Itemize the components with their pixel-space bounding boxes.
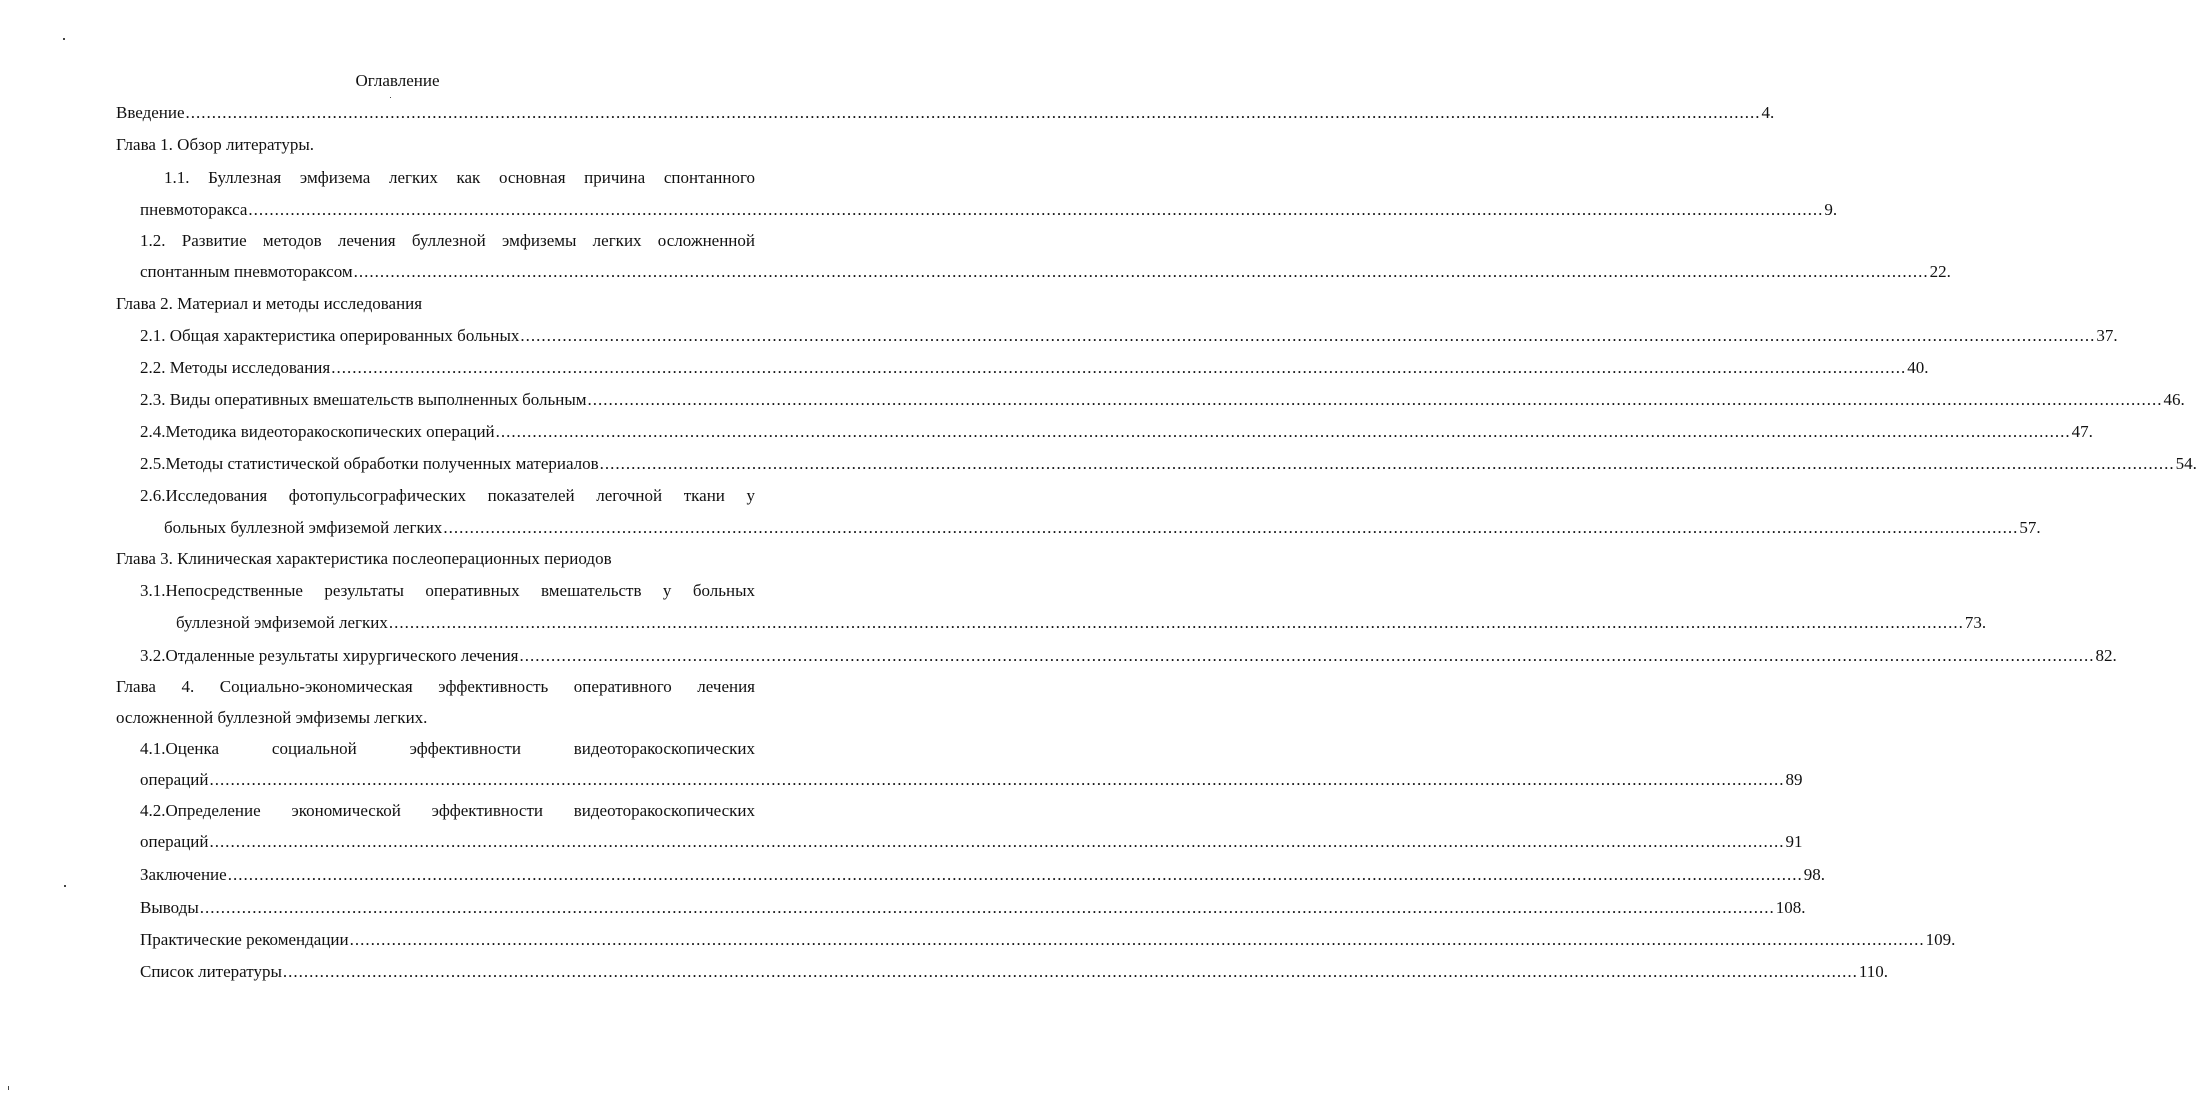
page-number: 37. <box>2096 326 2118 345</box>
toc-entry-1-2[interactable] <box>140 261 1951 283</box>
toc-entry-4-2[interactable] <box>140 831 1803 853</box>
entry-text: 3.2.Отдаленные результаты хирургического лечения <box>140 646 519 665</box>
leader-dots: ............................................................................................................................................................................................................................................................................................................ <box>520 326 2096 345</box>
entry-text: Практические рекомендации <box>140 930 349 949</box>
entry-text: операций <box>140 832 209 851</box>
leader-dots: ............................................................................................................................................................................................................................................................................................................ <box>199 898 1775 917</box>
toc-title: Оглавление <box>355 71 440 90</box>
toc-entry-findings[interactable] <box>140 897 1806 919</box>
entry-text: операций <box>140 770 209 789</box>
page-number: 47. <box>2071 422 2093 441</box>
section-2-6-line1: 2.6.Исследования фотопульсографических показателей легочной ткани у <box>140 486 755 505</box>
entry-text: 2.3. Виды оперативных вмешательств выполненных больным <box>140 390 587 409</box>
page-number: 108. <box>1775 898 1806 917</box>
leader-dots: ............................................................................................................................................................................................................................................................................................................ <box>519 646 2095 665</box>
leader-dots: ............................................................................................................................................................................................................................................................................................................ <box>388 613 1964 632</box>
entry-text: спонтанным пневмотораксом <box>140 262 353 281</box>
toc-entry-2-6[interactable] <box>164 517 2041 539</box>
page-number: 110. <box>1858 962 1889 981</box>
entry-text: 2.1. Общая характеристика оперированных больных <box>140 326 520 345</box>
toc-entry-references[interactable] <box>140 961 1889 983</box>
section-4-2-line1: 4.2.Определение экономической эффективности видеоторакоскопических <box>140 801 755 820</box>
leader-dots: ............................................................................................................................................................................................................................................................................................................ <box>282 962 1858 981</box>
toc-entry-2-3[interactable] <box>140 389 2185 411</box>
entry-text: пневмоторакса <box>140 200 248 219</box>
page-number: 98. <box>1803 865 1825 884</box>
leader-dots: ............................................................................................................................................................................................................................................................................................................ <box>331 358 1907 377</box>
entry-text: Введение <box>116 103 185 122</box>
toc-entry-4-1[interactable] <box>140 769 1803 791</box>
toc-entry-1-1[interactable] <box>140 199 1838 221</box>
leader-dots: ............................................................................................................................................................................................................................................................................................................ <box>209 832 1785 851</box>
scan-speck <box>63 38 65 40</box>
entry-text: 2.5.Методы статистической обработки полученных материалов <box>140 454 599 473</box>
chapter-1-heading: Глава 1. Обзор литературы. <box>116 135 315 154</box>
leader-dots: ............................................................................................................................................................................................................................................................................................................ <box>185 103 1761 122</box>
leader-dots: ............................................................................................................................................................................................................................................................................................................ <box>209 770 1785 789</box>
section-1-2-line1: 1.2. Развитие методов лечения буллезной эмфиземы легких осложненной <box>140 231 755 250</box>
chapter-4-heading-line1: Глава 4. Социально-экономическая эффективность оперативного лечения <box>116 677 755 696</box>
page-number: 46. <box>2163 390 2185 409</box>
page-number: 82. <box>2095 646 2117 665</box>
entry-text: 2.2. Методы исследования <box>140 358 331 377</box>
leader-dots: ............................................................................................................................................................................................................................................................................................................ <box>587 390 2163 409</box>
leader-dots: ............................................................................................................................................................................................................................................................................................................ <box>353 262 1929 281</box>
page-number: 40. <box>1907 358 1929 377</box>
page-number: 9. <box>1824 200 1838 219</box>
scan-speck <box>8 1086 9 1090</box>
entry-text: больных буллезной эмфиземой легких <box>164 518 443 537</box>
leader-dots: ............................................................................................................................................................................................................................................................................................................ <box>443 518 2019 537</box>
leader-dots: ............................................................................................................................................................................................................................................................................................................ <box>599 454 2175 473</box>
toc-entry-intro[interactable] <box>116 102 1775 124</box>
leader-dots: ............................................................................................................................................................................................................................................................................................................ <box>248 200 1824 219</box>
section-1-1-line1: 1.1. Буллезная эмфизема легких как основная причина спонтанного <box>164 168 755 187</box>
section-4-1-line1: 4.1.Оценка социальной эффективности видеоторакоскопических <box>140 739 755 758</box>
toc-entry-3-2[interactable] <box>140 645 2117 667</box>
entry-text: буллезной эмфиземой легких <box>176 613 388 632</box>
page-number: 4. <box>1761 103 1775 122</box>
page-number: 22. <box>1929 262 1951 281</box>
toc-entry-2-2[interactable] <box>140 357 1929 379</box>
toc-entry-recommendations[interactable] <box>140 929 1956 951</box>
chapter-3-heading: Глава 3. Клиническая характеристика послеоперационных периодов <box>116 549 612 568</box>
toc-entry-2-5[interactable] <box>140 453 2197 475</box>
page-number: 91 <box>1785 832 1803 851</box>
entry-text: Выводы <box>140 898 199 917</box>
leader-dots: ............................................................................................................................................................................................................................................................................................................ <box>495 422 2071 441</box>
section-3-1-line1: 3.1.Непосредственные результаты оперативных вмешательств у больных <box>140 581 755 600</box>
toc-entry-2-4[interactable] <box>140 421 2093 443</box>
scan-speck <box>64 885 66 887</box>
page-number: 73. <box>1964 613 1987 632</box>
toc-entry-3-1[interactable] <box>176 612 1987 634</box>
toc-entry-conclusion[interactable] <box>140 864 1825 886</box>
leader-dots: ............................................................................................................................................................................................................................................................................................................ <box>227 865 1803 884</box>
chapter-2-heading: Глава 2. Материал и методы исследования <box>116 294 423 313</box>
page-number: 57. <box>2019 518 2041 537</box>
page-number: 109. <box>1925 930 1956 949</box>
page-number: 54. <box>2175 454 2197 473</box>
entry-text: Список литературы <box>140 962 282 981</box>
scan-speck <box>390 97 391 98</box>
entry-text: Заключение <box>140 865 227 884</box>
leader-dots: ............................................................................................................................................................................................................................................................................................................ <box>349 930 1925 949</box>
page-number: 89 <box>1785 770 1803 789</box>
chapter-4-heading-line2: осложненной буллезной эмфиземы легких. <box>116 708 428 727</box>
entry-text: 2.4.Методика видеоторакоскопических операций <box>140 422 495 441</box>
toc-entry-2-1[interactable] <box>140 325 2118 347</box>
